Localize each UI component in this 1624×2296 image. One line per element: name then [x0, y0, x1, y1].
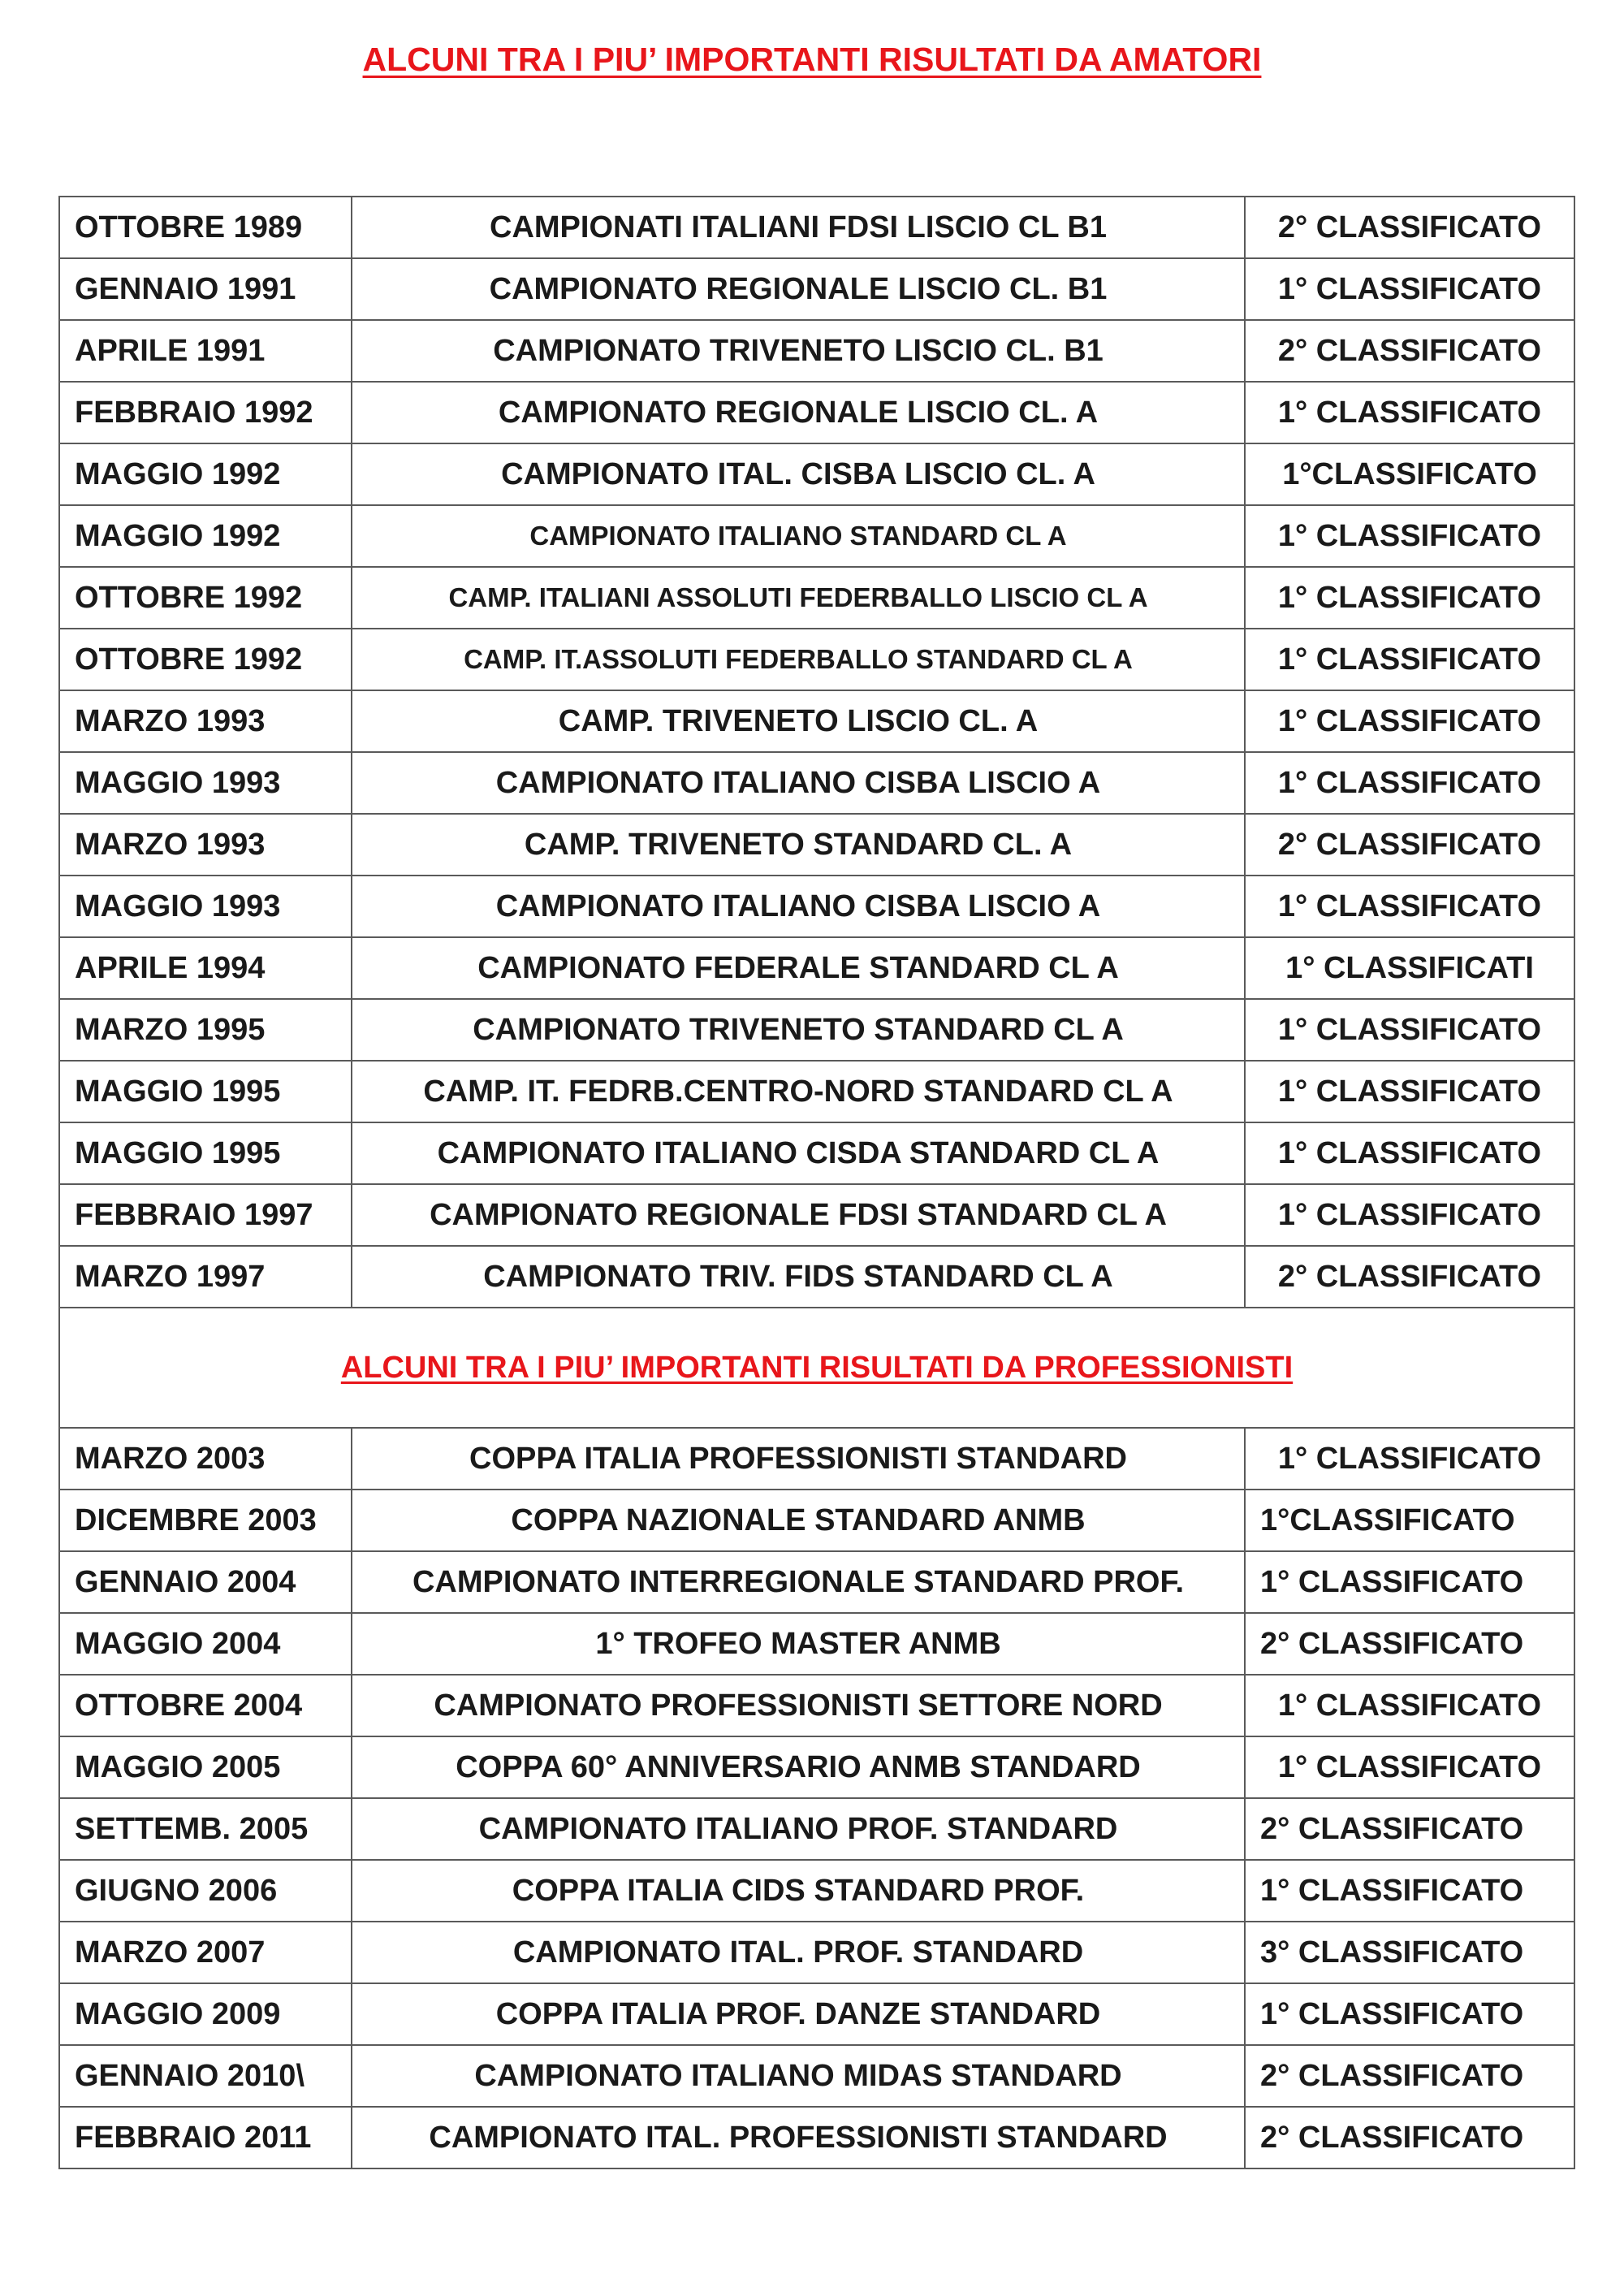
- table-row: [59, 1922, 1574, 1983]
- event-cell: COPPA ITALIA PROF. DANZE STANDARD: [352, 1983, 1245, 2045]
- date-cell: FEBBRAIO 2011: [59, 2107, 352, 2168]
- table-row: [59, 505, 1574, 567]
- event-cell: CAMPIONATO FEDERALE STANDARD CL A: [352, 937, 1245, 999]
- result-cell: 1° CLASSIFICATO: [1245, 1983, 1574, 2045]
- date-cell: GENNAIO 1991: [59, 258, 352, 320]
- event-cell: CAMP. TRIVENETO LISCIO CL. A: [352, 690, 1245, 752]
- result-cell: 1° CLASSIFICATO: [1245, 1860, 1574, 1922]
- date-cell: GIUGNO 2006: [59, 1860, 352, 1922]
- event-cell: CAMPIONATO ITAL. PROFESSIONISTI STANDARD: [352, 2107, 1245, 2168]
- page-title: ALCUNI TRA I PIU’ IMPORTANTI RISULTATI DA AMATORI: [362, 41, 1262, 78]
- date-cell: OTTOBRE 1989: [59, 197, 352, 258]
- table-row: [59, 1798, 1574, 1860]
- table-row: [59, 629, 1574, 690]
- event-cell: CAMPIONATO INTERREGIONALE STANDARD PROF.: [352, 1551, 1245, 1613]
- event-cell: CAMP. ITALIANI ASSOLUTI FEDERBALLO LISCIO CL A: [352, 567, 1245, 629]
- table-row: [59, 752, 1574, 814]
- table-row: [59, 1428, 1574, 1490]
- table-row: [59, 1983, 1574, 2045]
- date-cell: MARZO 2003: [59, 1428, 352, 1490]
- result-cell: 1° CLASSIFICATO: [1245, 690, 1574, 752]
- table-row: [59, 999, 1574, 1061]
- result-cell: 1° CLASSIFICATO: [1245, 1675, 1574, 1736]
- result-cell: 1° CLASSIFICATI: [1245, 937, 1574, 999]
- date-cell: MAGGIO 1995: [59, 1061, 352, 1122]
- table-row: [59, 197, 1574, 258]
- result-cell: 2° CLASSIFICATO: [1245, 1798, 1574, 1860]
- event-cell: CAMPIONATO ITALIANO STANDARD CL A: [352, 505, 1245, 567]
- event-cell: CAMPIONATO REGIONALE LISCIO CL. A: [352, 382, 1245, 443]
- event-cell: CAMPIONATO ITALIANO PROF. STANDARD: [352, 1798, 1245, 1860]
- result-cell: 1° CLASSIFICATO: [1245, 876, 1574, 937]
- table-row: [59, 567, 1574, 629]
- table-row: [59, 690, 1574, 752]
- event-cell: CAMP. IT.ASSOLUTI FEDERBALLO STANDARD CL A: [352, 629, 1245, 690]
- date-cell: OTTOBRE 1992: [59, 629, 352, 690]
- date-cell: MARZO 2007: [59, 1922, 352, 1983]
- date-cell: FEBBRAIO 1997: [59, 1184, 352, 1246]
- date-cell: MARZO 1997: [59, 1246, 352, 1308]
- event-cell: CAMPIONATO REGIONALE FDSI STANDARD CL A: [352, 1184, 1245, 1246]
- table-row: [59, 1675, 1574, 1736]
- date-cell: DICEMBRE 2003: [59, 1490, 352, 1551]
- result-cell: 1° CLASSIFICATO: [1245, 567, 1574, 629]
- table-row: [59, 443, 1574, 505]
- date-cell: FEBBRAIO 1992: [59, 382, 352, 443]
- table-row: [59, 1184, 1574, 1246]
- table-row: [59, 814, 1574, 876]
- result-cell: 1° CLASSIFICATO: [1245, 1736, 1574, 1798]
- date-cell: GENNAIO 2010\: [59, 2045, 352, 2107]
- result-cell: 1° CLASSIFICATO: [1245, 1184, 1574, 1246]
- table-row: [59, 1061, 1574, 1122]
- table-row: [59, 876, 1574, 937]
- table-row: [59, 1736, 1574, 1798]
- event-cell: CAMP. TRIVENETO STANDARD CL. A: [352, 814, 1245, 876]
- results-table: [58, 196, 1575, 2169]
- result-cell: 1° CLASSIFICATO: [1245, 1551, 1574, 1613]
- result-cell: 1° CLASSIFICATO: [1245, 1061, 1574, 1122]
- table-row: [59, 937, 1574, 999]
- result-cell: 2° CLASSIFICATO: [1245, 2107, 1574, 2168]
- table-row: [59, 258, 1574, 320]
- date-cell: MAGGIO 2004: [59, 1613, 352, 1675]
- table-row: [59, 1860, 1574, 1922]
- table-row: [59, 1551, 1574, 1613]
- section-title-professionisti: ALCUNI TRA I PIU’ IMPORTANTI RISULTATI DA PROFESSIONISTI: [59, 1308, 1574, 1428]
- result-cell: 2° CLASSIFICATO: [1245, 197, 1574, 258]
- event-cell: COPPA 60° ANNIVERSARIO ANMB STANDARD: [352, 1736, 1245, 1798]
- date-cell: OTTOBRE 2004: [59, 1675, 352, 1736]
- table-row: [59, 320, 1574, 382]
- event-cell: COPPA ITALIA PROFESSIONISTI STANDARD: [352, 1428, 1245, 1490]
- date-cell: MAGGIO 1995: [59, 1122, 352, 1184]
- result-cell: 1° CLASSIFICATO: [1245, 505, 1574, 567]
- table-row: [59, 1246, 1574, 1308]
- result-cell: 1° CLASSIFICATO: [1245, 752, 1574, 814]
- date-cell: MARZO 1995: [59, 999, 352, 1061]
- date-cell: MAGGIO 2005: [59, 1736, 352, 1798]
- event-cell: CAMPIONATO ITAL. PROF. STANDARD: [352, 1922, 1245, 1983]
- table-row: [59, 1613, 1574, 1675]
- section-header-row: [59, 1308, 1574, 1428]
- date-cell: MARZO 1993: [59, 690, 352, 752]
- result-cell: 1° CLASSIFICATO: [1245, 629, 1574, 690]
- event-cell: CAMPIONATO ITAL. CISBA LISCIO CL. A: [352, 443, 1245, 505]
- event-cell: COPPA NAZIONALE STANDARD ANMB: [352, 1490, 1245, 1551]
- result-cell: 1° CLASSIFICATO: [1245, 1428, 1574, 1490]
- table-row: [59, 1490, 1574, 1551]
- event-cell: CAMPIONATO ITALIANO MIDAS STANDARD: [352, 2045, 1245, 2107]
- table-row: [59, 2107, 1574, 2168]
- date-cell: APRILE 1994: [59, 937, 352, 999]
- date-cell: GENNAIO 2004: [59, 1551, 352, 1613]
- table-row: [59, 382, 1574, 443]
- event-cell: CAMPIONATO ITALIANO CISBA LISCIO A: [352, 876, 1245, 937]
- results-table-body: [59, 197, 1574, 2168]
- date-cell: SETTEMB. 2005: [59, 1798, 352, 1860]
- result-cell: 2° CLASSIFICATO: [1245, 320, 1574, 382]
- result-cell: 1° CLASSIFICATO: [1245, 382, 1574, 443]
- event-cell: CAMPIONATI ITALIANI FDSI LISCIO CL B1: [352, 197, 1245, 258]
- event-cell: CAMPIONATO ITALIANO CISDA STANDARD CL A: [352, 1122, 1245, 1184]
- event-cell: CAMPIONATO REGIONALE LISCIO CL. B1: [352, 258, 1245, 320]
- date-cell: MAGGIO 1992: [59, 443, 352, 505]
- event-cell: CAMP. IT. FEDRB.CENTRO-NORD STANDARD CL A: [352, 1061, 1245, 1122]
- event-cell: CAMPIONATO TRIVENETO STANDARD CL A: [352, 999, 1245, 1061]
- date-cell: MAGGIO 1993: [59, 752, 352, 814]
- event-cell: CAMPIONATO PROFESSIONISTI SETTORE NORD: [352, 1675, 1245, 1736]
- date-cell: OTTOBRE 1992: [59, 567, 352, 629]
- result-cell: 2° CLASSIFICATO: [1245, 814, 1574, 876]
- result-cell: 2° CLASSIFICATO: [1245, 1246, 1574, 1308]
- event-cell: CAMPIONATO TRIV. FIDS STANDARD CL A: [352, 1246, 1245, 1308]
- date-cell: MARZO 1993: [59, 814, 352, 876]
- table-row: [59, 2045, 1574, 2107]
- table-row: [59, 1122, 1574, 1184]
- result-cell: 1° CLASSIFICATO: [1245, 1122, 1574, 1184]
- date-cell: MAGGIO 2009: [59, 1983, 352, 2045]
- event-cell: CAMPIONATO ITALIANO CISBA LISCIO A: [352, 752, 1245, 814]
- result-cell: 1°CLASSIFICATO: [1245, 443, 1574, 505]
- date-cell: MAGGIO 1992: [59, 505, 352, 567]
- result-cell: 1°CLASSIFICATO: [1245, 1490, 1574, 1551]
- date-cell: MAGGIO 1993: [59, 876, 352, 937]
- result-cell: 1° CLASSIFICATO: [1245, 999, 1574, 1061]
- event-cell: 1° TROFEO MASTER ANMB: [352, 1613, 1245, 1675]
- result-cell: 3° CLASSIFICATO: [1245, 1922, 1574, 1983]
- date-cell: APRILE 1991: [59, 320, 352, 382]
- result-cell: 2° CLASSIFICATO: [1245, 2045, 1574, 2107]
- result-cell: 1° CLASSIFICATO: [1245, 258, 1574, 320]
- event-cell: CAMPIONATO TRIVENETO LISCIO CL. B1: [352, 320, 1245, 382]
- result-cell: 2° CLASSIFICATO: [1245, 1613, 1574, 1675]
- event-cell: COPPA ITALIA CIDS STANDARD PROF.: [352, 1860, 1245, 1922]
